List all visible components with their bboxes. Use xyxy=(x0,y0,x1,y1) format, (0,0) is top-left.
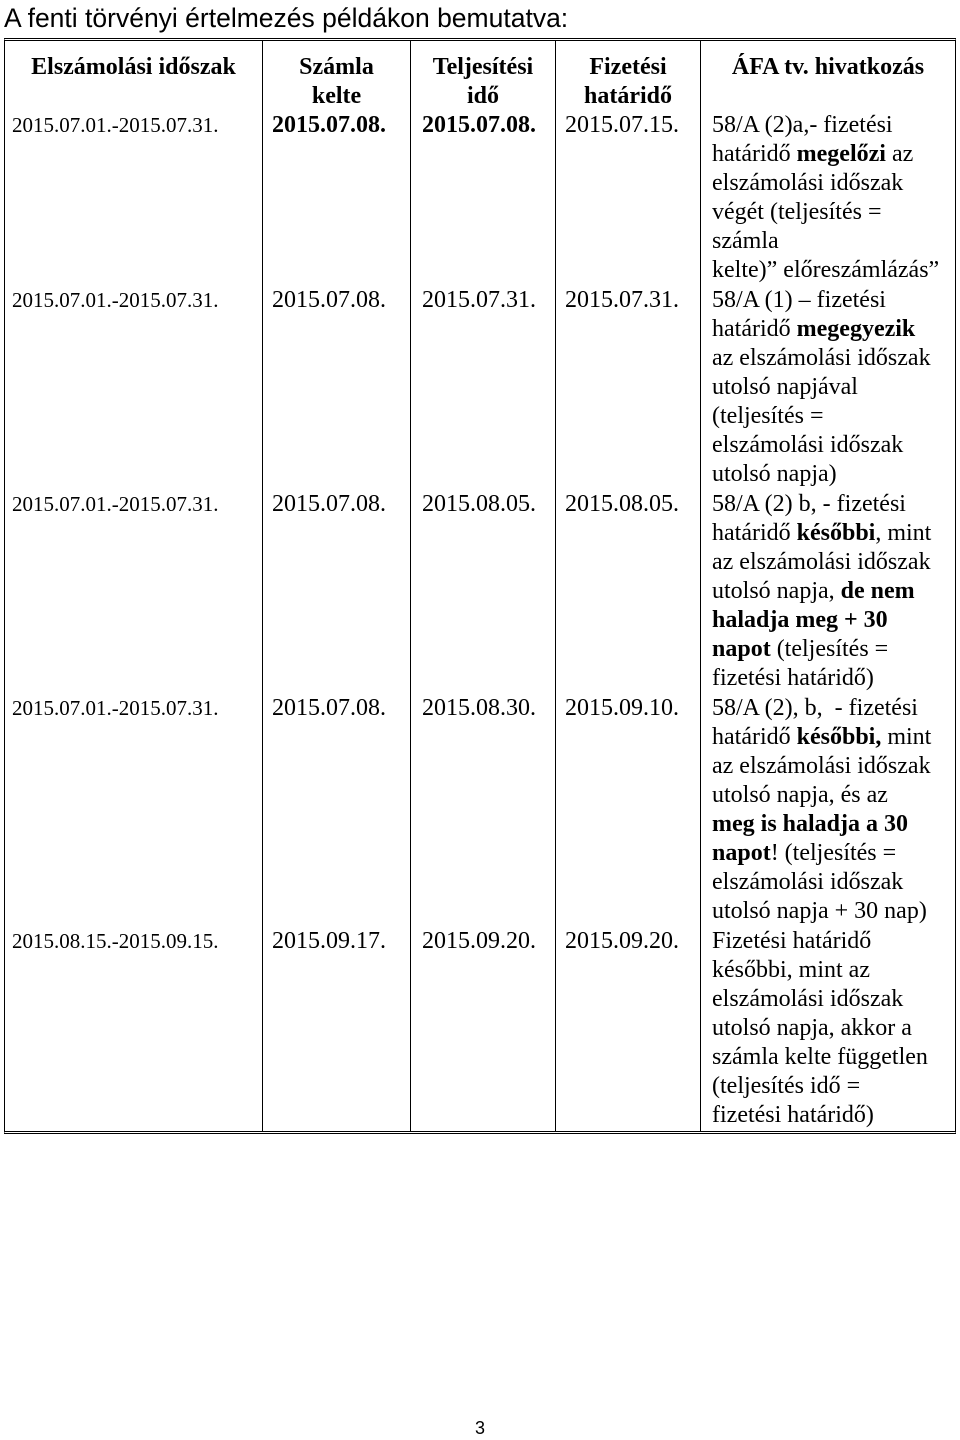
reference-line xyxy=(712,635,955,664)
cell-performance-date xyxy=(410,694,555,927)
header-vat-reference xyxy=(700,41,955,111)
reference-emphasis: későbbi xyxy=(796,520,876,546)
cell-invoice-date xyxy=(262,111,410,286)
cell-vat-reference xyxy=(700,927,955,1131)
reference-text: számla xyxy=(712,228,779,254)
reference-line xyxy=(712,1072,955,1101)
reference-text: végét (teljesítés = xyxy=(712,199,882,225)
cell-period xyxy=(5,111,262,286)
period-value: 2015.07.01.-2015.07.31. xyxy=(12,492,219,516)
reference-text: határidő xyxy=(712,724,797,750)
reference-text: az xyxy=(885,141,914,167)
header-line: Teljesítési xyxy=(432,54,534,80)
reference-emphasis: megegyezik xyxy=(796,316,916,342)
reference-text: határidő xyxy=(712,141,797,167)
performance-date-value: 2015.08.30. xyxy=(422,695,536,721)
reference-text: utolsó napjával xyxy=(712,374,858,400)
payment-deadline-value: 2015.07.15. xyxy=(565,112,679,138)
cell-performance-date xyxy=(410,286,555,490)
reference-emphasis: meg is haladja a 30 xyxy=(712,811,909,837)
header-line: határidő xyxy=(583,83,672,109)
reference-text: ! (teljesítés = xyxy=(770,840,897,866)
reference-text: Fizetési határidő xyxy=(712,928,872,954)
header-line: kelte xyxy=(311,83,362,109)
cell-vat-reference xyxy=(700,490,955,694)
reference-text: elszámolási időszak xyxy=(712,986,904,1012)
reference-line xyxy=(712,985,955,1014)
reference-line xyxy=(712,548,955,577)
reference-text: az elszámolási időszak xyxy=(712,753,931,779)
period-value: 2015.08.15.-2015.09.15. xyxy=(12,929,219,953)
cell-performance-date xyxy=(410,490,555,694)
invoice-date-value: 2015.09.17. xyxy=(272,928,386,954)
reference-line xyxy=(712,169,955,198)
invoice-date-value: 2015.07.08. xyxy=(272,695,386,721)
invoice-date-value: 2015.07.08. xyxy=(272,491,386,517)
reference-emphasis: haladja meg + 30 xyxy=(712,607,888,633)
cell-payment-deadline xyxy=(555,286,700,490)
reference-text: határidő xyxy=(712,316,797,342)
cell-invoice-date xyxy=(262,490,410,694)
reference-line xyxy=(712,286,955,315)
table-row xyxy=(5,286,955,490)
reference-text: 58/A (2)a,- fizetési xyxy=(712,112,893,138)
payment-deadline-value: 2015.08.05. xyxy=(565,491,679,517)
cell-invoice-date xyxy=(262,927,410,1131)
reference-text: kelte)” előreszámlázás” xyxy=(712,257,940,283)
table-row xyxy=(5,490,955,694)
cell-invoice-date xyxy=(262,286,410,490)
reference-text: későbbi, mint az xyxy=(712,957,870,983)
invoice-date-value: 2015.07.08. xyxy=(272,112,386,138)
table-row xyxy=(5,694,955,927)
cell-period xyxy=(5,694,262,927)
reference-emphasis: megelőzi xyxy=(796,141,886,167)
reference-line xyxy=(712,752,955,781)
performance-date-value: 2015.09.20. xyxy=(422,928,536,954)
reference-text: utolsó napja, és az xyxy=(712,782,888,808)
reference-line xyxy=(712,256,955,285)
header-period xyxy=(5,41,262,111)
reference-emphasis: de nem xyxy=(840,578,915,604)
vat-examples-table xyxy=(4,38,956,1134)
reference-line xyxy=(712,111,955,140)
reference-line xyxy=(712,868,955,897)
cell-payment-deadline xyxy=(555,694,700,927)
reference-line xyxy=(712,839,955,868)
header-line: Elszámolási időszak xyxy=(31,54,236,80)
cell-payment-deadline xyxy=(555,927,700,1131)
reference-text: utolsó napja, xyxy=(712,578,841,604)
reference-text: 58/A (1) – fizetési xyxy=(712,287,886,313)
table-header-row xyxy=(5,41,955,111)
reference-text: az elszámolási időszak xyxy=(712,345,931,371)
reference-line xyxy=(712,664,955,693)
reference-text: elszámolási időszak xyxy=(712,432,904,458)
header-line: idő xyxy=(466,83,499,109)
reference-line xyxy=(712,315,955,344)
cell-period xyxy=(5,927,262,1131)
reference-text: az elszámolási időszak xyxy=(712,549,931,575)
header-line: Fizetési xyxy=(589,54,667,80)
reference-line xyxy=(712,927,955,956)
reference-line xyxy=(712,606,955,635)
header-performance-date xyxy=(410,41,555,111)
reference-text: utolsó napja) xyxy=(712,461,837,487)
cell-performance-date xyxy=(410,927,555,1131)
reference-text: határidő xyxy=(712,520,797,546)
performance-date-value: 2015.07.08. xyxy=(422,112,536,138)
reference-text: 58/A (2), b, - fizetési xyxy=(712,695,918,721)
performance-date-value: 2015.08.05. xyxy=(422,491,536,517)
reference-line xyxy=(712,402,955,431)
reference-line xyxy=(712,577,955,606)
reference-text: elszámolási időszak xyxy=(712,869,904,895)
page-number: 3 xyxy=(474,1418,485,1438)
reference-line xyxy=(712,723,955,752)
cell-payment-deadline xyxy=(555,490,700,694)
reference-line xyxy=(712,344,955,373)
reference-text: fizetési határidő) xyxy=(712,1102,874,1128)
cell-period xyxy=(5,286,262,490)
payment-deadline-value: 2015.09.10. xyxy=(565,695,679,721)
reference-line xyxy=(712,431,955,460)
table-row xyxy=(5,927,955,1131)
cell-vat-reference xyxy=(700,694,955,927)
reference-line xyxy=(712,810,955,839)
reference-line xyxy=(712,373,955,402)
reference-text: (teljesítés = xyxy=(770,636,889,662)
cell-period xyxy=(5,490,262,694)
invoice-date-value: 2015.07.08. xyxy=(272,287,386,313)
header-line: ÁFA tv. hivatkozás xyxy=(731,54,925,80)
reference-emphasis: későbbi, xyxy=(796,724,882,750)
cell-performance-date xyxy=(410,111,555,286)
reference-line xyxy=(712,490,955,519)
payment-deadline-value: 2015.09.20. xyxy=(565,928,679,954)
reference-line xyxy=(712,227,955,256)
reference-line xyxy=(712,897,955,926)
reference-line xyxy=(712,198,955,227)
header-invoice-date xyxy=(262,41,410,111)
reference-line xyxy=(712,1101,955,1130)
payment-deadline-value: 2015.07.31. xyxy=(565,287,679,313)
reference-line xyxy=(712,1014,955,1043)
cell-payment-deadline xyxy=(555,111,700,286)
reference-emphasis: napot xyxy=(712,636,771,662)
reference-emphasis: napot xyxy=(712,840,771,866)
cell-invoice-date xyxy=(262,694,410,927)
reference-text: elszámolási időszak xyxy=(712,170,904,196)
period-value: 2015.07.01.-2015.07.31. xyxy=(12,696,219,720)
reference-line xyxy=(712,460,955,489)
reference-text: 58/A (2) b, - fizetési xyxy=(712,491,906,517)
reference-line xyxy=(712,694,955,723)
period-value: 2015.07.01.-2015.07.31. xyxy=(12,288,219,312)
reference-line xyxy=(712,519,955,548)
page-heading: A fenti törvényi értelmezés példákon bemutatva: xyxy=(4,3,569,33)
period-value: 2015.07.01.-2015.07.31. xyxy=(12,113,219,137)
cell-vat-reference xyxy=(700,286,955,490)
reference-text: (teljesítés idő = xyxy=(712,1073,861,1099)
reference-line xyxy=(712,140,955,169)
header-payment-deadline xyxy=(555,41,700,111)
reference-text: fizetési határidő) xyxy=(712,665,874,691)
reference-text: számla kelte független xyxy=(712,1044,928,1070)
header-line: Számla xyxy=(299,54,374,80)
reference-text: utolsó napja + 30 nap) xyxy=(712,898,927,924)
reference-line xyxy=(712,1043,955,1072)
reference-text: , mint xyxy=(875,520,932,546)
reference-text: (teljesítés = xyxy=(712,403,824,429)
reference-line xyxy=(712,956,955,985)
reference-text: utolsó napja, akkor a xyxy=(712,1015,912,1041)
reference-text: mint xyxy=(881,724,932,750)
cell-vat-reference xyxy=(700,111,955,286)
table-row xyxy=(5,111,955,286)
reference-line xyxy=(712,781,955,810)
performance-date-value: 2015.07.31. xyxy=(422,287,536,313)
